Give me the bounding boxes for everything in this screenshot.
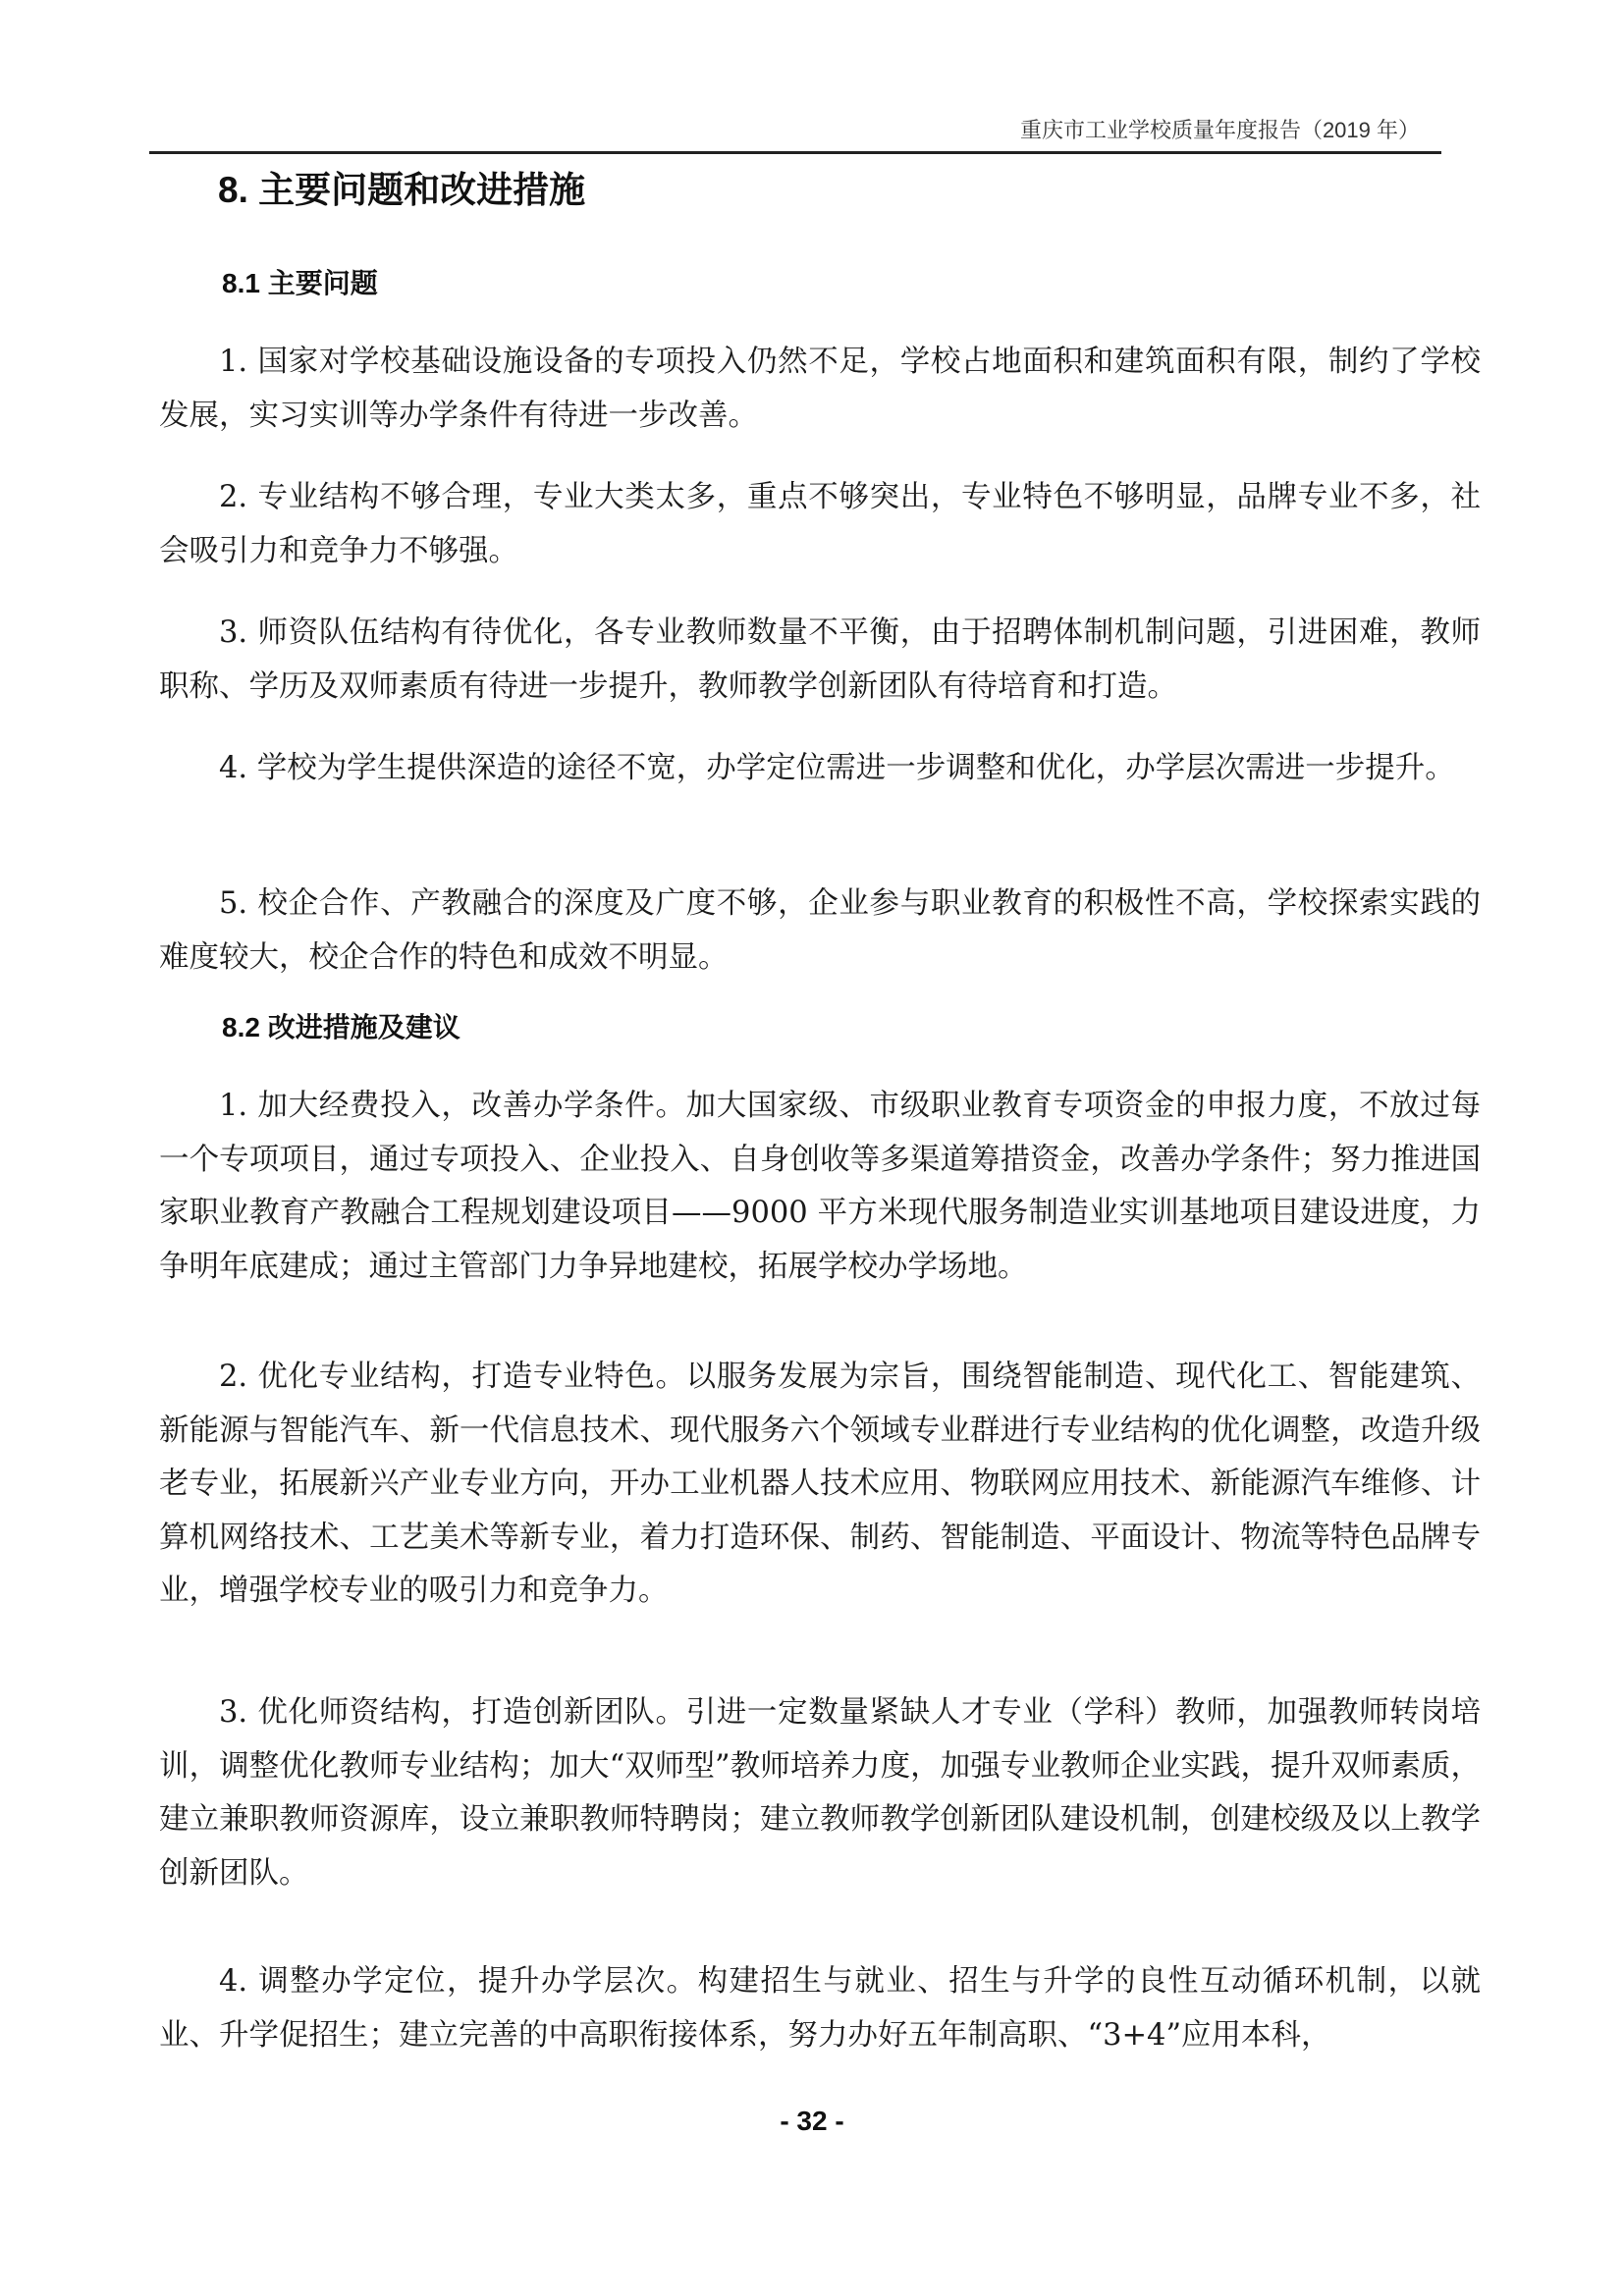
improvement-paragraph-3: 3. 优化师资结构，打造创新团队。引进一定数量紧缺人才专业（学科）教师，加强教师转岗培训，调整优化教师专业结构；加大“双师型”教师培养力度，加强专业教师企业实践，提升双师素质，建立兼职教师资源库，设立兼职教师特聘岗；建立教师教学创新团队建设机制，创建校级及以上教学创新团队。 — [159, 1695, 1481, 1891]
page-header — [149, 110, 1441, 154]
subsection-title-improvements: 8.2 改进措施及建议 — [222, 1012, 460, 1042]
page-number: - 32 - — [780, 2106, 844, 2136]
subsection-title-main-problems: 8.1 主要问题 — [222, 268, 378, 298]
header-title: 重庆市工业学校质量年度报告（2019 年） — [1019, 118, 1420, 142]
problem-paragraph-4: 4. 学校为学生提供深造的途径不宽，办学定位需进一步调整和优化，办学层次需进一步提升。 — [219, 751, 1455, 785]
problem-paragraph-5: 5. 校企合作、产教融合的深度及广度不够，企业参与职业教育的积极性不高，学校探索实践的难度较大，校企合作的特色和成效不明显。 — [159, 886, 1481, 975]
improvement-paragraph-2: 2. 优化专业结构，打造专业特色。以服务发展为宗旨，围绕智能制造、现代化工、智能建筑、新能源与智能汽车、新一代信息技术、现代服务六个领域专业群进行专业结构的优化调整，改造升级老专业，拓展新兴产业专业方向，开办工业机器人技术应用、物联网应用技术、新能源汽车维修、计算机网络技术、工艺美术等新专业，着力打造环保、制药、智能制造、平面设计、物流等特色品牌专业，增强学校专业的吸引力和竞争力。 — [159, 1360, 1481, 1608]
improvement-paragraph-1: 1. 加大经费投入，改善办学条件。加大国家级、市级职业教育专项资金的申报力度，不放过每一个专项项目，通过专项投入、企业投入、自身创收等多渠道筹措资金，改善办学条件；努力推进国家职业教育产教融合工程规划建设项目——9000 平方米现代服务制造业实训基地项目建设进度，力争明年底建成；通过主管部门力争异地建校，拓展学校办学场地。 — [159, 1089, 1481, 1284]
improvement-paragraph-4: 4. 调整办学定位，提升办学层次。构建招生与就业、招生与升学的良性互动循环机制，以就业、升学促招生；建立完善的中高职衔接体系，努力办好五年制高职、“3+4”应用本科， — [159, 1964, 1481, 2053]
problem-paragraph-3: 3. 师资队伍结构有待优化，各专业教师数量不平衡，由于招聘体制机制问题，引进困难，教师职称、学历及双师素质有待进一步提升，教师教学创新团队有待培育和打造。 — [159, 615, 1481, 704]
section-title: 8. 主要问题和改进措施 — [218, 170, 586, 210]
problem-paragraph-2: 2. 专业结构不够合理，专业大类太多，重点不够突出，专业特色不够明显，品牌专业不多，社会吸引力和竞争力不够强。 — [159, 480, 1481, 568]
problem-paragraph-1: 1. 国家对学校基础设施设备的专项投入仍然不足，学校占地面积和建筑面积有限，制约了学校发展，实习实训等办学条件有待进一步改善。 — [159, 345, 1481, 433]
